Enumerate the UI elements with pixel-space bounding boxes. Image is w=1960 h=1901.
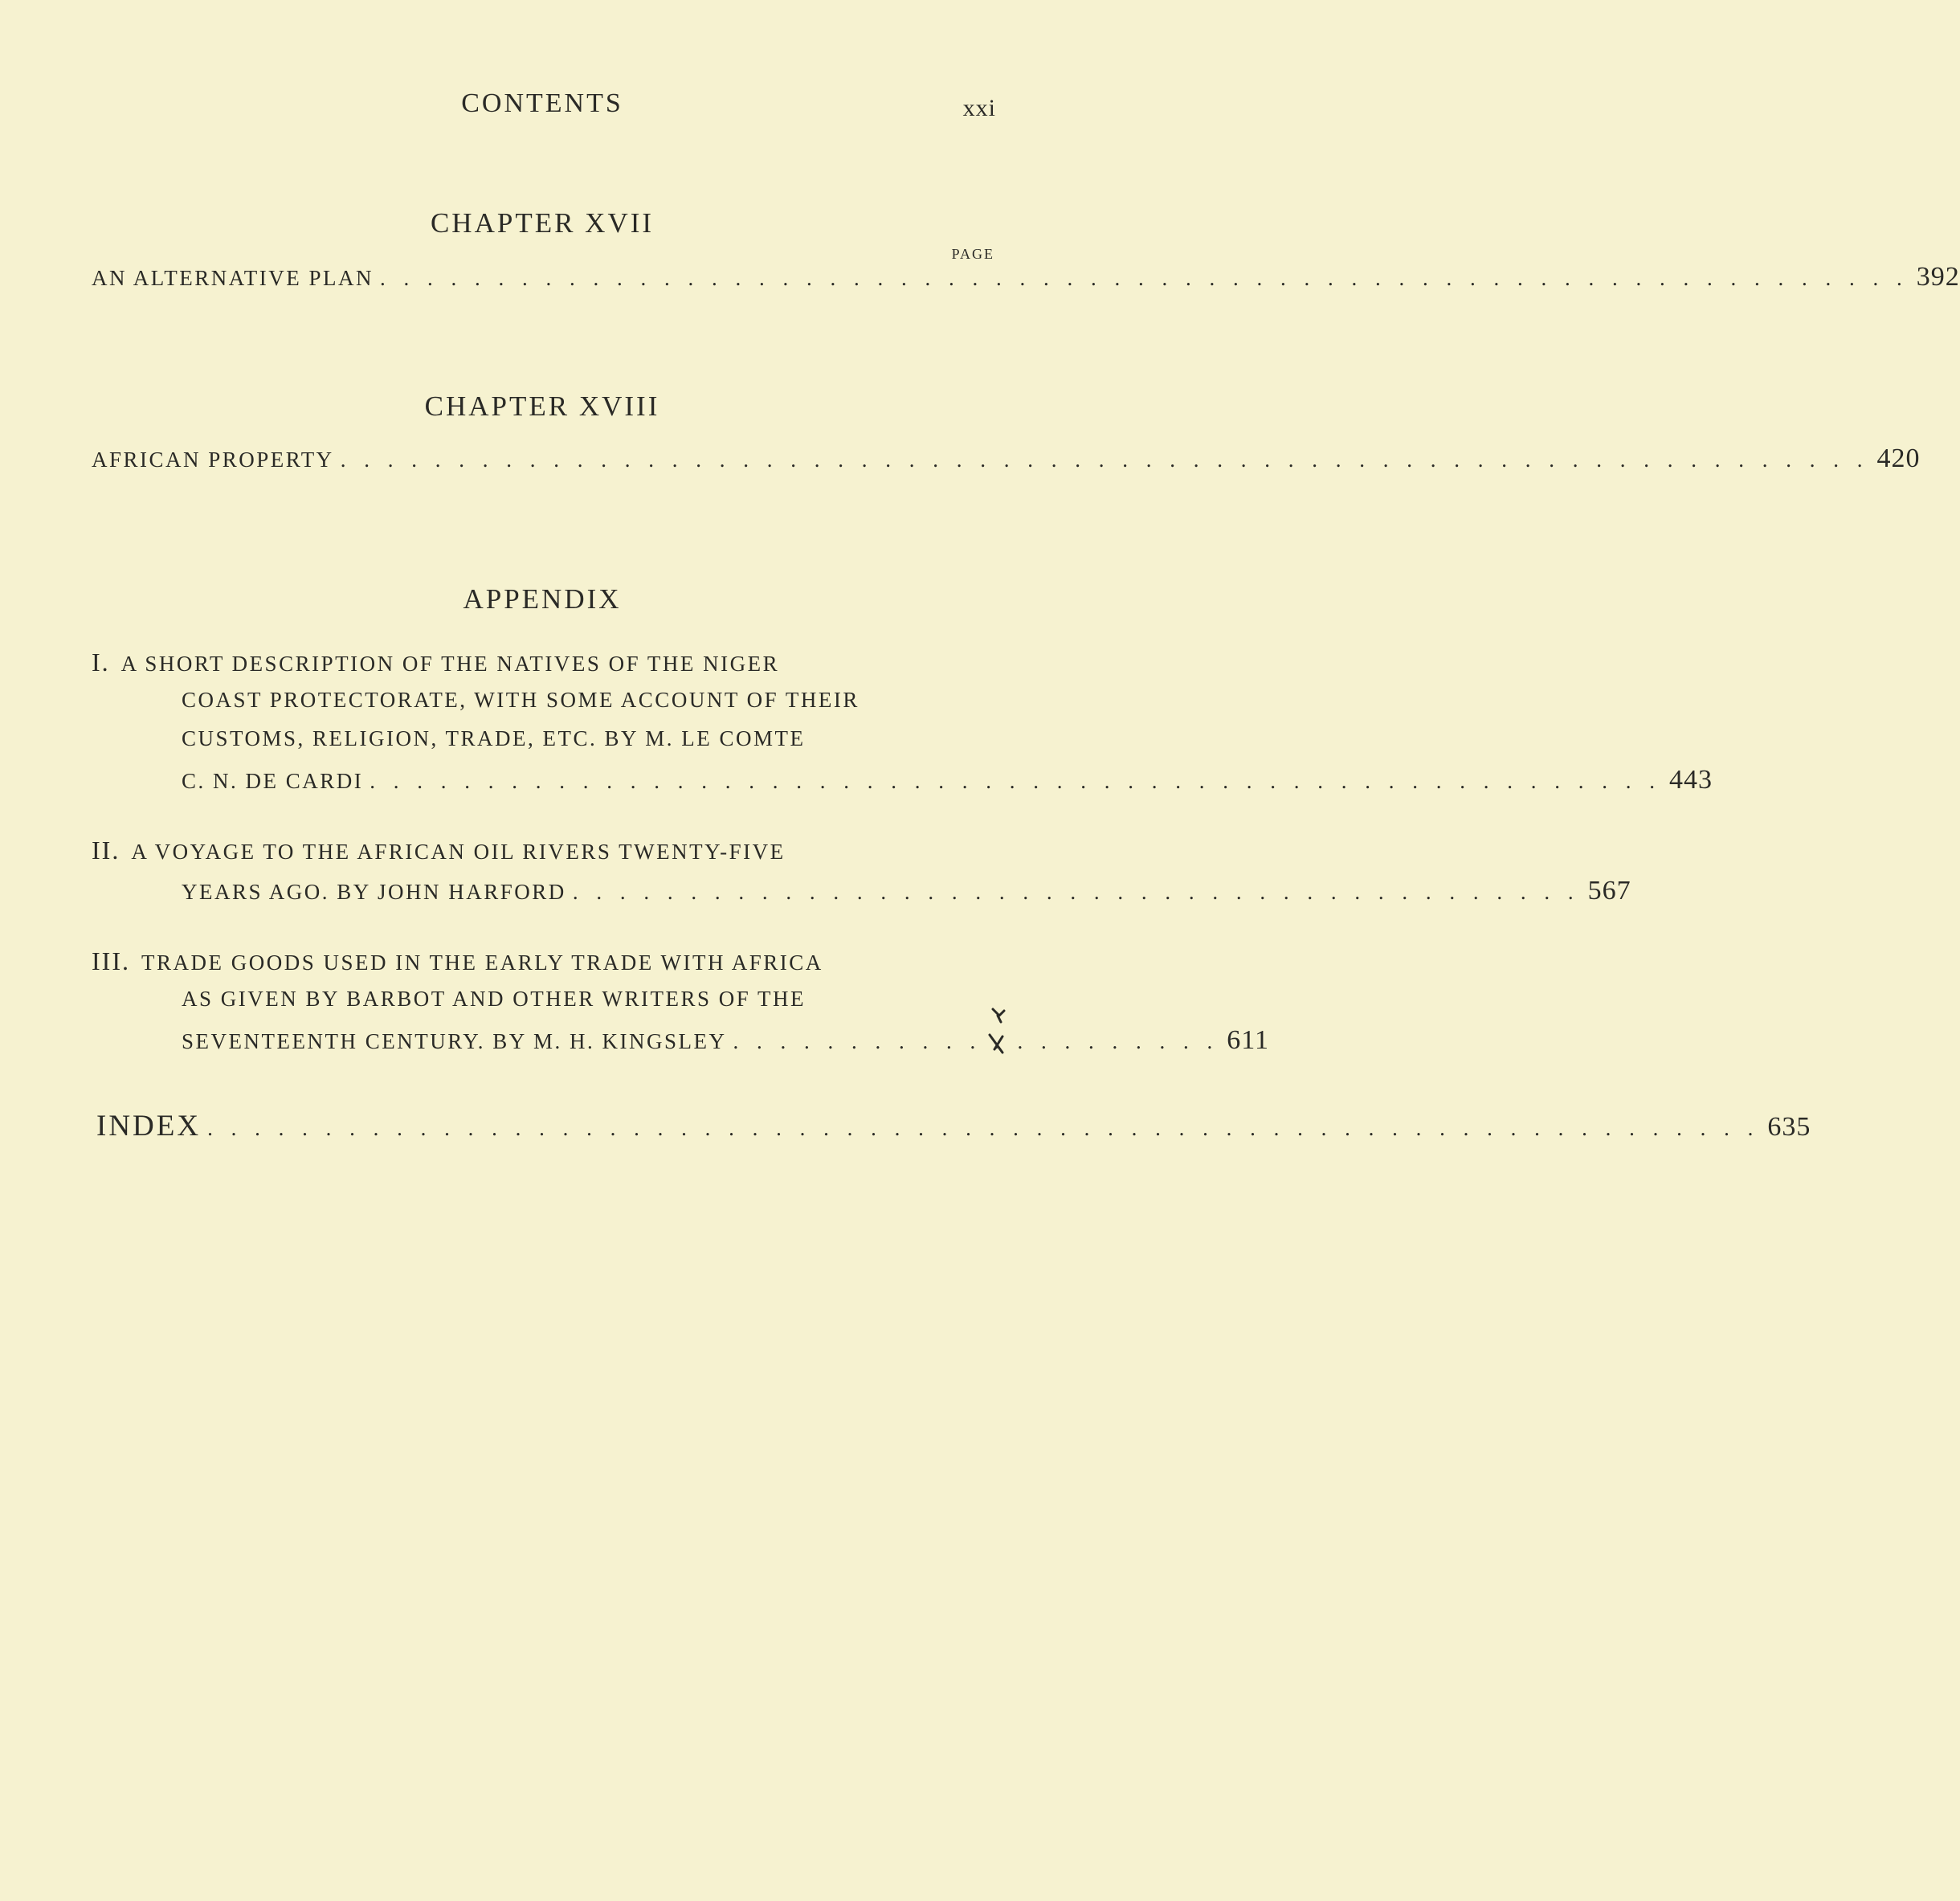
appendix-2-numeral: II.: [92, 836, 120, 865]
appendix-1-line-3: CUSTOMS, RELIGION, TRADE, ETC. BY M. LE COMTE: [182, 726, 806, 750]
dot-leader: . . . . . . . . . . . . . . . . . . . . . . . . . . . . . . . . . . . . . . . . . . . . . . . . . . . . . . . . . . . . . . . . .: [380, 266, 1909, 290]
page-column-label: PAGE: [951, 246, 994, 262]
dot-leader: . . . . . . . . . . . . . . . . . . . . . . . . . . . . . . . . . . . . . . . . . . .: [572, 880, 1580, 904]
appendix-3-author: SEVENTEENTH CENTURY. BY M. H. KINGSLEY: [182, 1029, 727, 1053]
toc-entry-page: 392: [1916, 262, 1960, 292]
toc-entry-title: AFRICAN PROPERTY: [92, 448, 334, 472]
appendix-1-page: 443: [1669, 765, 1713, 795]
appendix-1-last-line[interactable]: [182, 765, 1713, 795]
appendix-3-line-2: AS GIVEN BY BARBOT AND OTHER WRITERS OF THE: [182, 987, 806, 1011]
appendix-3-line-1[interactable]: [92, 946, 823, 976]
page-folio: xxi: [962, 95, 996, 121]
running-title: CONTENTS: [461, 88, 623, 118]
toc-entry-page: 420: [1876, 444, 1921, 473]
appendix-2-author: YEARS AGO. BY JOHN HARFORD: [182, 880, 566, 904]
appendix-2-text: A VOYAGE TO THE AFRICAN OIL RIVERS TWENTY-FIVE: [131, 840, 786, 864]
toc-entry-alternative-plan[interactable]: [92, 262, 1960, 292]
appendix-2-page: 567: [1587, 876, 1631, 906]
dot-leader: . . . . . . . . . . . . . . . . . . . . .: [733, 1029, 1219, 1053]
chapter-17-heading: CHAPTER XVII: [430, 207, 655, 239]
appendix-3-last-line[interactable]: [182, 1025, 1269, 1056]
appendix-3-text: TRADE GOODS USED IN THE EARLY TRADE WITH AFRICA: [141, 950, 823, 975]
appendix-1-author: C. N. DE CARDI: [182, 769, 364, 793]
handwritten-correction-mark: [986, 1004, 1019, 1069]
dot-leader: . . . . . . . . . . . . . . . . . . . . . . . . . . . . . . . . . . . . . . . . . . . . . . . . . . . . . . . . . . . . . . . . . .: [207, 1116, 1760, 1140]
appendix-3-page: 611: [1227, 1025, 1269, 1055]
appendix-1-numeral: I.: [92, 648, 110, 677]
toc-entry-index[interactable]: [96, 1109, 1811, 1143]
appendix-2-last-line[interactable]: [182, 876, 1631, 906]
appendix-1-text: A SHORT DESCRIPTION OF THE NATIVES OF THE NIGER: [120, 652, 780, 676]
running-head: [0, 88, 1157, 121]
appendix-1-line-2: COAST PROTECTORATE, WITH SOME ACCOUNT OF THEIR: [182, 688, 860, 712]
index-page: 635: [1767, 1112, 1811, 1142]
appendix-heading: APPENDIX: [463, 583, 622, 615]
appendix-1-line-1[interactable]: [92, 648, 779, 677]
toc-entry-african-property[interactable]: [92, 444, 1921, 474]
appendix-2-line-1[interactable]: [92, 836, 786, 865]
appendix-3-numeral: III.: [92, 946, 130, 975]
dot-leader: . . . . . . . . . . . . . . . . . . . . . . . . . . . . . . . . . . . . . . . . . . . . . . . . . . . . . . . . . . . . . . . . .: [340, 448, 1869, 472]
toc-entry-title: AN ALTERNATIVE PLAN: [92, 266, 374, 290]
chapter-18-heading: CHAPTER XVIII: [424, 390, 660, 422]
dot-leader: . . . . . . . . . . . . . . . . . . . . . . . . . . . . . . . . . . . . . . . . . . . . . . . . . . . . . . .: [370, 769, 1662, 793]
index-label: INDEX: [96, 1110, 202, 1143]
